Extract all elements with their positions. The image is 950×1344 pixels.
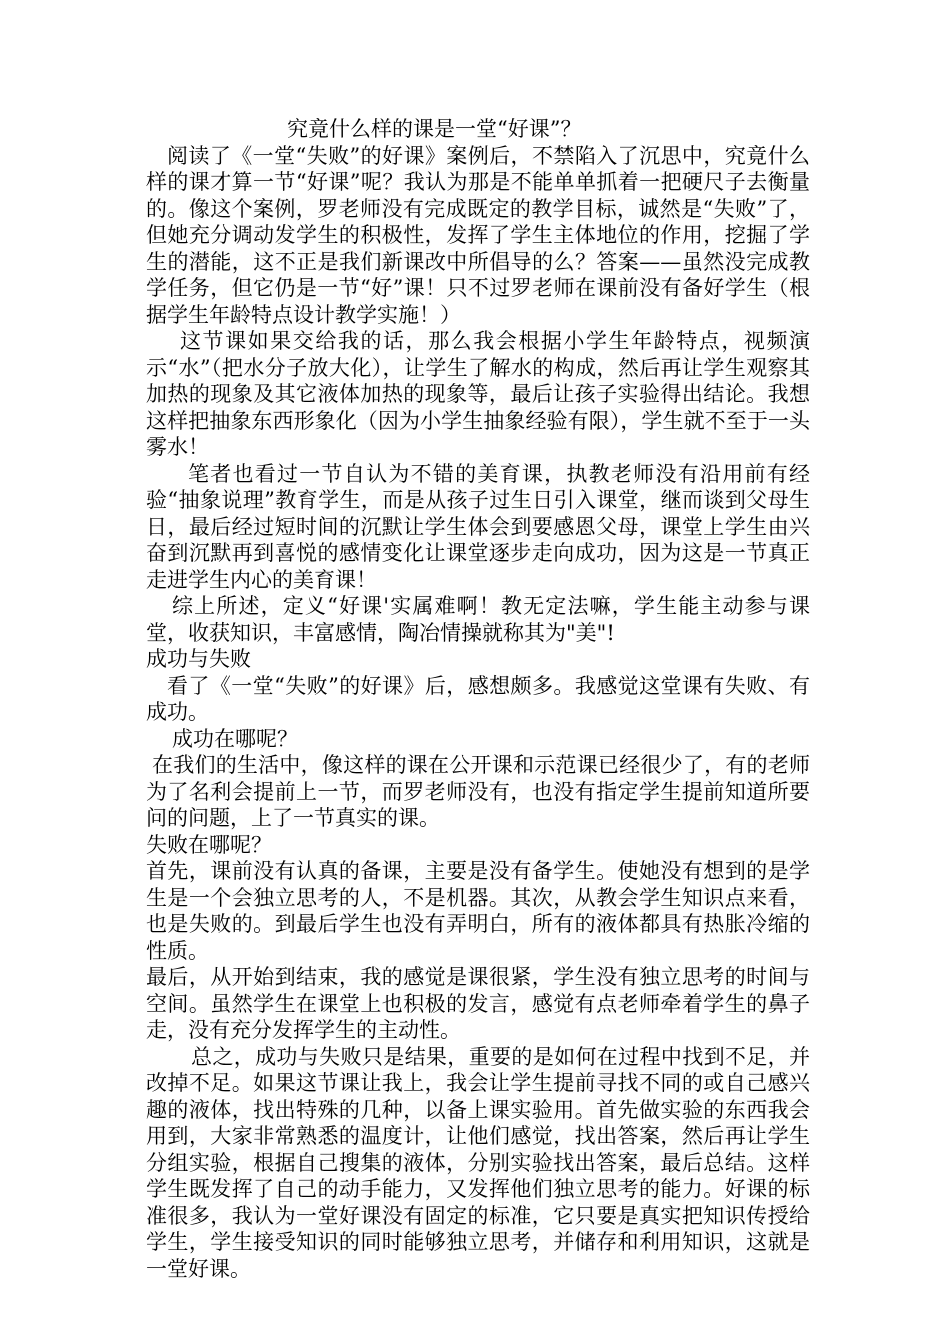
document-title: 究竟什么样的课是一堂“好课”？ (287, 117, 582, 141)
paragraph-6: 在我们的生活中，像这样的课在公开课和示范课已经很少了，有的老师为了名利会提前上一节，而罗老师没有，也没有指定学生提前知道所要问的问题，上了一节真实的课。 (146, 753, 810, 830)
subheading-success: 成功在哪呢？ (172, 726, 298, 751)
section-heading-success-failure: 成功与失败 (146, 647, 251, 671)
paragraph-7: 首先，课前没有认真的备课，主要是没有备学生。使她没有想到的是学生是一个会独立思考的人，不是机器。其次，从教会学生知识点来看，也是失败的。到最后学生也没有弄明白，所有的液体都具有热胀冷缩的性质。 (146, 859, 810, 963)
document-page (146, 116, 810, 1282)
paragraph-5: 看了《一堂“失败”的好课》后，感想颇多。我感觉这堂课有失败、有成功。 (146, 673, 810, 724)
paragraph-9: 总之，成功与失败只是结果，重要的是如何在过程中找到不足，并改掉不足。如果这节课让我上，我会让学生提前寻找不同的或自己感兴趣的液体，找出特殊的几种，以备上课实验用。首先做实验的东西我会用到，大家非常熟悉的温度计，让他们感觉，找出答案，然后再让学生分组实验，根据自己搜集的液体，分别实验找出答案，最后总结。这样学生既发挥了自己的动手能力，又发挥他们独立思考的能力。好课的标准很多，我认为一堂好课没有固定的标准，它只要是真实把知识传授给学生，学生接受知识的同时能够独立思考，并储存和利用知识，这就是一堂好课。 (146, 1044, 810, 1281)
subheading-failure: 失败在哪呢？ (146, 832, 272, 857)
paragraph-4: 综上所述，定义“好课'实属难啊！教无定法嘛，学生能主动参与课堂，收获知识，丰富感情，陶冶情操就称其为"美"! (146, 594, 810, 645)
paragraph-8: 最后，从开始到结束，我的感觉是课很紧，学生没有独立思考的时间与空间。虽然学生在课堂上也积极的发言，感觉有点老师牵着学生的鼻子走，没有充分发挥学生的主动性。 (146, 965, 810, 1042)
paragraph-2: 这节课如果交给我的话，那么我会根据小学生年龄特点，视频演示“水”（把水分子放大化），让学生了解水的构成，然后再让学生观察其加热的现象及其它液体加热的现象等，最后让孩子实验得出结论。我想这样把抽象东西形象化（因为小学生抽象经验有限），学生就不至于一头雾水！ (146, 329, 810, 459)
paragraph-1: 阅读了《一堂“失败”的好课》案例后，不禁陷入了沉思中，究竟什么样的课才算一节“好课”呢？我认为那是不能单单抓着一把硬尺子去衡量的。像这个案例，罗老师没有完成既定的教学目标，诚然是“失败”了，但她充分调动发学生的积极性，发挥了学生主体地位的作用，挖掘了学生的潜能，这不正是我们新课改中所倡导的么？答案——虽然没完成教学任务，但它仍是一节“好”课！只不过罗老师在课前没有备好学生（根据学生年龄特点设计教学实施！） (146, 143, 810, 327)
paragraph-3: 笔者也看过一节自认为不错的美育课，执教老师没有沿用前有经验“抽象说理”教育学生，而是从孩子过生日引入课堂，继而谈到父母生日，最后经过短时间的沉默让学生体会到要感恩父母，课堂上学生由兴奋到沉默再到喜悦的感情变化让课堂逐步走向成功，因为这是一节真正走进学生内心的美育课！ (146, 461, 810, 592)
